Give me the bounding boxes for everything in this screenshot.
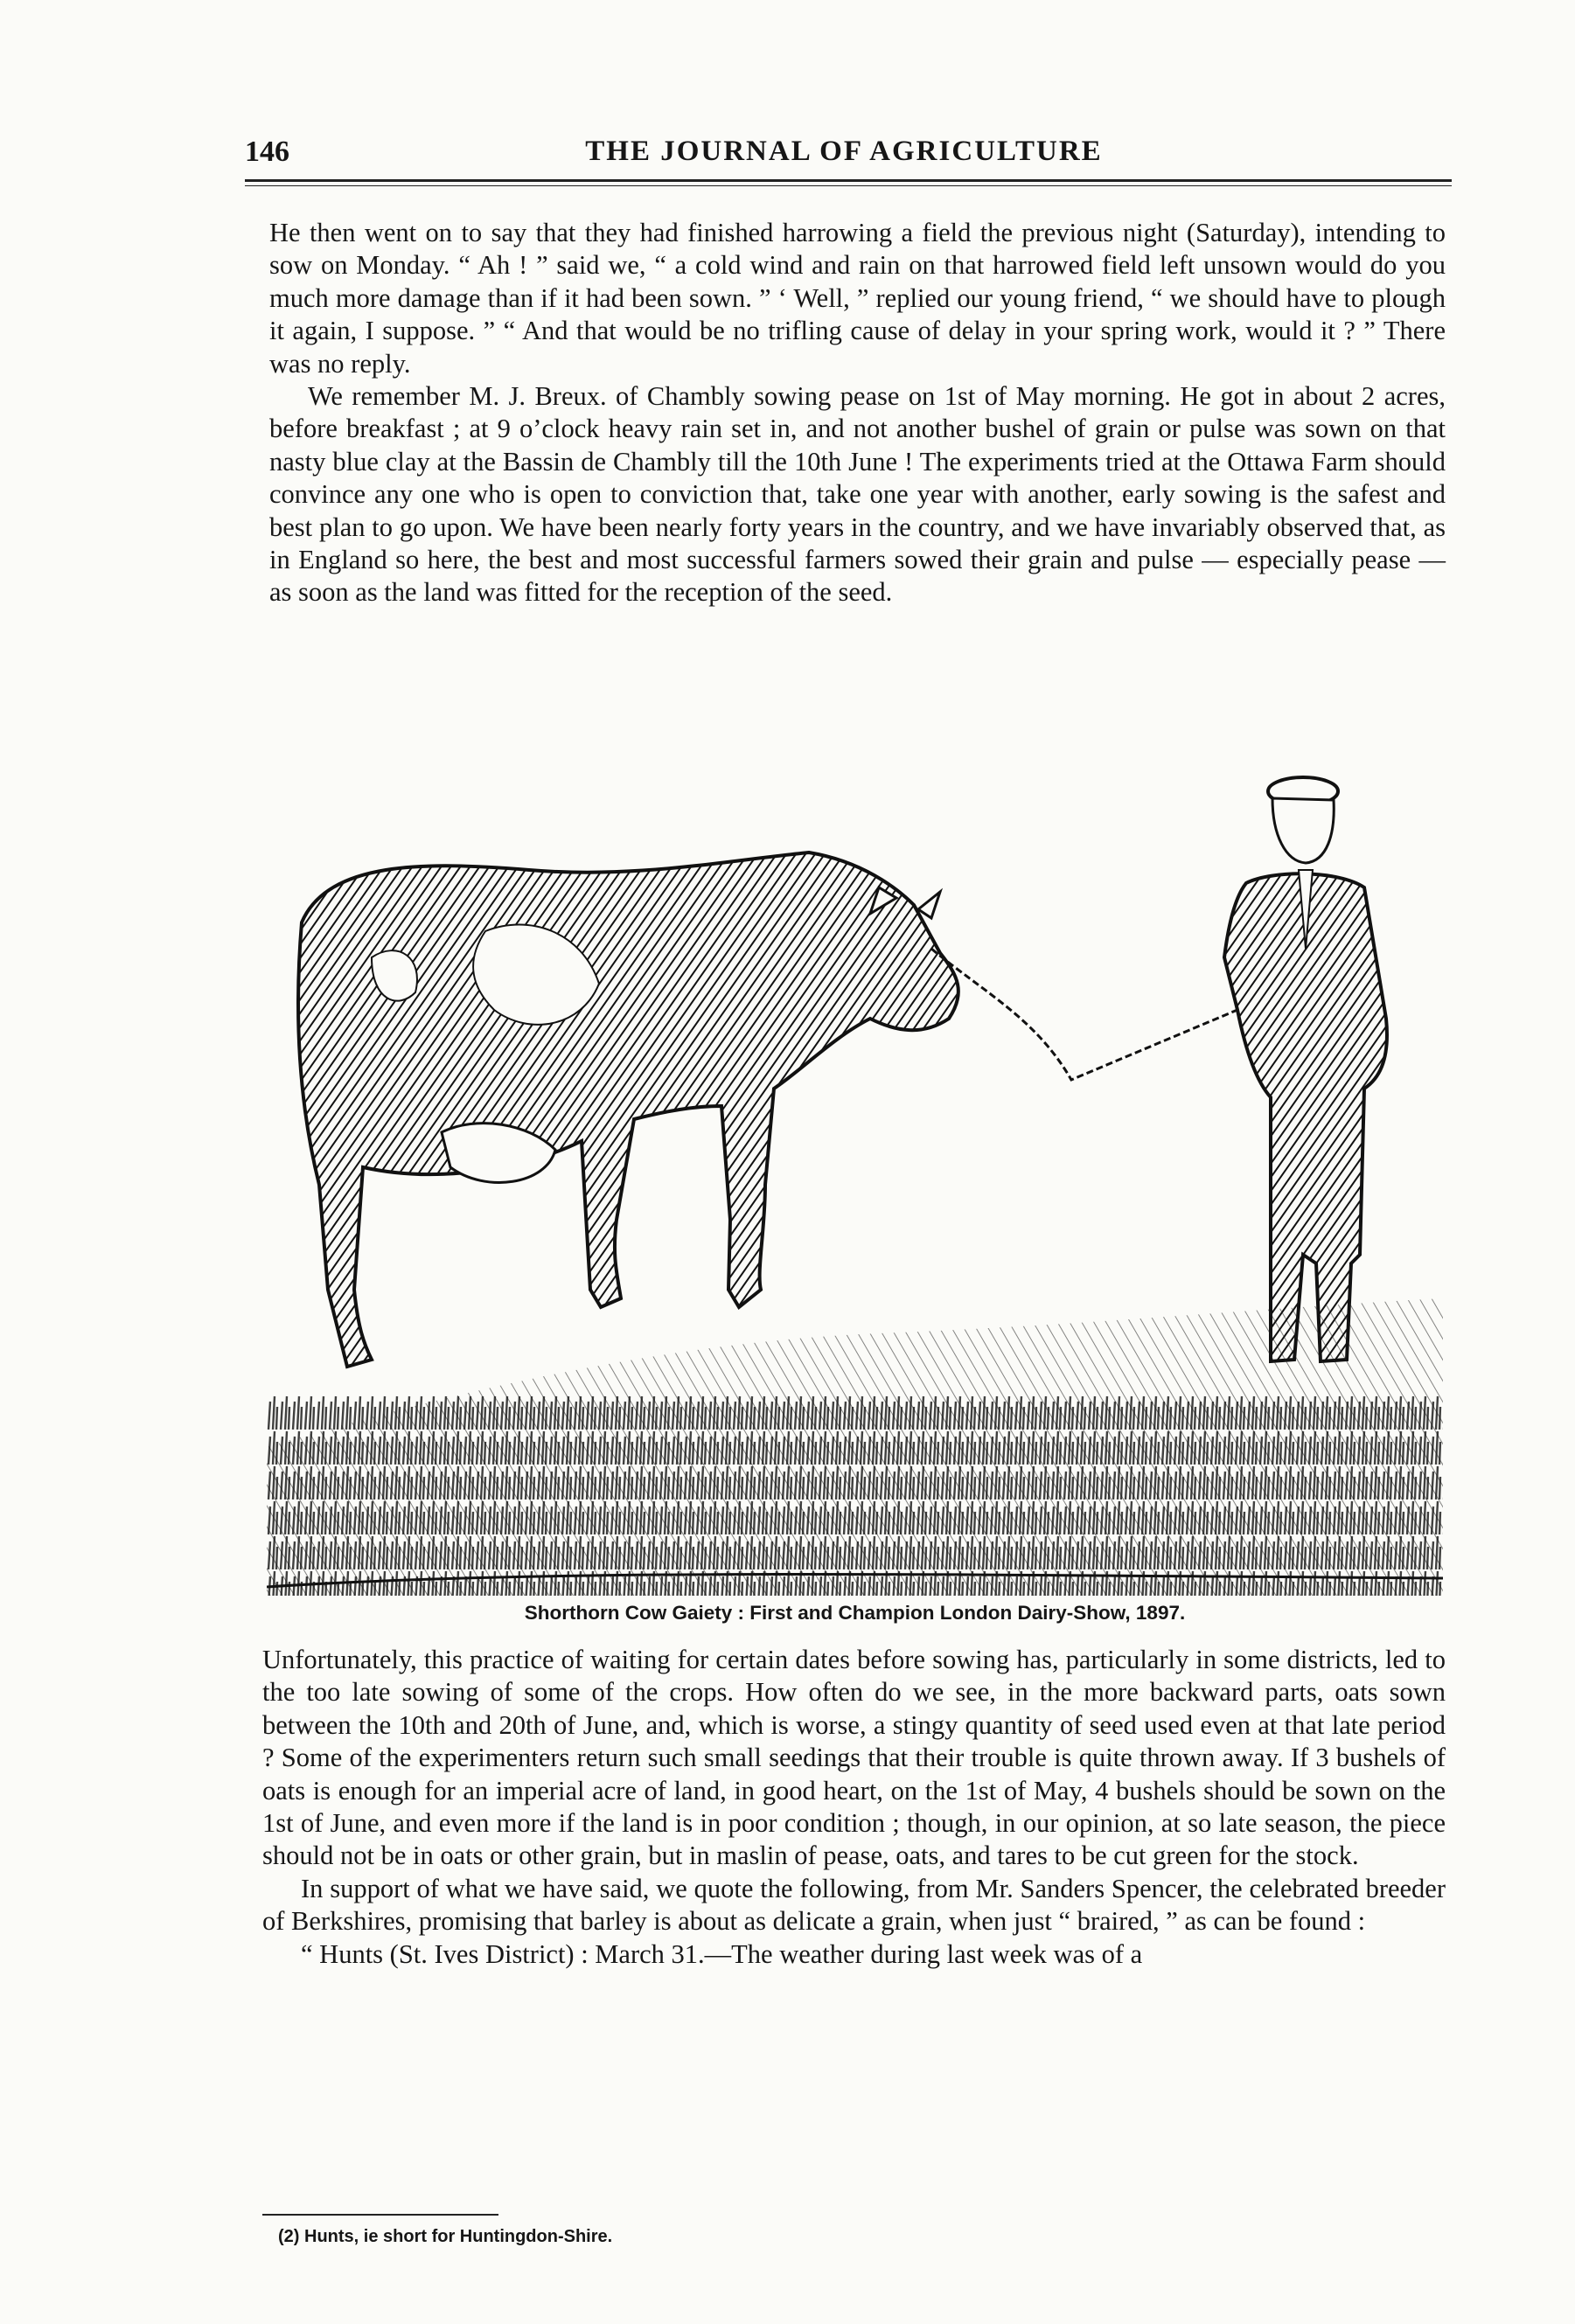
bottom-text-block [262, 1644, 1446, 1971]
handler-figure [931, 777, 1387, 1361]
paragraph: We remember M. J. Breux. of Chambly sowing pease on 1st of May morning. He got in about 2 acres, before breakfast ; at 9 o’clock heavy rain set in, and not another bushel of grain or pulse was sown on that nasty blue clay at the Bassin de Chambly till the 10th June ! The experiments tried at the Ottawa Farm should convince any one who is open to conviction that, take one year with another, early sowing is the safest and best plan to go upon. We have been nearly forty years in the country, and we have invariably observed that, as in England so here, the best and most successful farmers sowed their grain and pulse — especially pease — as soon as the land was fitted for the reception of the seed. [269, 381, 1446, 608]
page-header [245, 136, 1443, 177]
paragraph: “ Hunts (St. Ives District) : March 31.—The weather during last week was of a [301, 1938, 1143, 1969]
paragraph: In support of what we have said, we quote the following, from Mr. Sanders Spencer, the celebrated breeder of Berkshires, promising that barley is about as delicate a grain, when just “ braired, ” as can be found : [262, 1873, 1446, 1937]
paragraph: Unfortunately, this practice of waiting for certain dates before sowing has, particularly in some districts, led to the too late sowing of some of the crops. How often do we see, in the more backward parts, oats sown between the 10th and 20th of June, and, which is worse, a stingy quantity of seed used even at that late period ? Some of the experimenters return such small seedings that their trouble is quite thrown away. If 3 bushels of oats is enough for an imperial acre of land, in good heart, on the 1st of May, 4 bushels should be sown on the 1st of June, and even more if the land is in poor condition ; though, in our opinion, at so late season, the piece should not be in oats or other grain, but in maslin of pease, oats, and tares to be cut green for the stock. [262, 1645, 1446, 1871]
figure-caption: Shorthorn Cow Gaiety : First and Champion London Dairy-Show, 1897. [524, 1602, 1186, 1624]
running-head: THE JOURNAL OF AGRICULTURE [585, 136, 1103, 167]
top-text-block [269, 217, 1446, 609]
footnote-rule [262, 2214, 498, 2216]
paragraph: He then went on to say that they had finished harrowing a field the previous night (Saturday), intending to sow on Monday. “ Ah ! ” said we, “ a cold wind and rain on that harrowed field left unsown would do you much more damage than if it had been sown. ” ‘ Well, ” replied our young friend, “ we should have to plough it again, I suppose. ” “ And that would be no trifling cause of delay in your spring work, would it ? ” There was no reply. [269, 218, 1446, 379]
footnote: (2) Hunts, ie short for Huntingdon-Shire. [278, 2227, 613, 2246]
header-rule-thin [245, 185, 1452, 186]
grass-foreground [267, 1298, 1443, 1596]
header-rule [245, 179, 1452, 182]
page-number: 146 [245, 136, 289, 168]
engraving-illustration [267, 730, 1443, 1596]
cow-figure [298, 852, 958, 1367]
